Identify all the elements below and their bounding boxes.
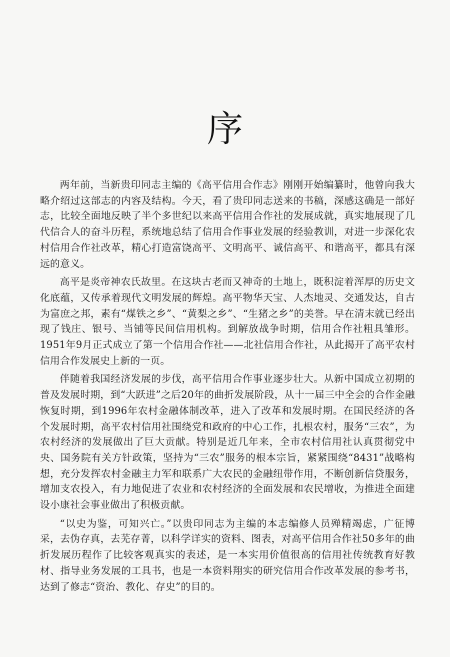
paragraph-1: 两年前，当新贵印同志主编的《高平信用合作志》刚刚开始编纂时，他曾向我大略介绍过这部志的内容及结构。今天，看了贵印同志送来的书稿，深感这确是一部好志，比较全面地反映了半个多世纪以来高平信用合作社的发展成就，真实地展现了几代信合人的奋斗历程，系统地总结了信用合作事业发展的经验教训，对进一步深化农村信用合作社改革，精心打造富饶高平、文明高平、诚信高平、和谐高平，都具有深远的意义。 — [40, 180, 415, 270]
paragraph-2: 高平是炎帝神农氏故里。在这块古老而又神奇的土地上，既积淀着浑厚的历史文化底蕴，又传承着现代文明发展的辉煌。高平物华天宝、人杰地灵、交通发达，自古为富庶之邦，素有“煤铁之乡”、“黄梨之乡”、“生猪之乡”的美誉。早在清末就已经出现了钱庄、银号、当铺等民间信用机构。到解放战争时期，信用合作社粗具雏形。1951年9月正式成立了第一个信用合作社——北社信用合作社，从此揭开了高平农村信用合作发展史上新的一页。 — [40, 277, 415, 367]
preface-body — [40, 178, 415, 597]
paragraph-4: “以史为鉴，可知兴亡。”以贵印同志为主编的本志编修人员殚精竭虑，广征博采，去伪存真，去芜存菁，以科学详实的资料、图表，对高平信用合作社50多年的曲折发展历程作了比较客观真实的表述，是一本实用价值很高的信用社传统教育好教材、指导业务发展的工具书，也是一本资料翔实的研究信用合作改革发展的参考书，达到了修志“资治、教化、存史”的目的。 — [40, 518, 415, 593]
paragraph-3: 伴随着我国经济发展的步伐，高平信用合作事业逐步壮大。从新中国成立初期的普及发展时期，到“大跃进”之后20年的曲折发展阶段，从十一届三中全会的合作金融恢复时期，到1996年农村金融体制改革，进入了改革和发展时期。在国民经济的各个发展时期，高平农村信用社围绕党和政府的中心工作，扎根农村，服务“三农”，为农村经济的发展做出了巨大贡献。特别是近几年来，全市农村信用社认真贯彻党中央、国务院有关方针政策，坚持为“三农”服务的根本宗旨，紧紧围绕“8431”战略构想，充分发挥农村金融主力军和联系广大农民的金融纽带作用，不断创新信贷服务，增加支农投入，有力地促进了农业和农村经济的全面发展和农民增收，为推进全面建设小康社会事业做出了积极贡献。 — [40, 374, 415, 512]
page-title: 序 — [206, 109, 243, 150]
